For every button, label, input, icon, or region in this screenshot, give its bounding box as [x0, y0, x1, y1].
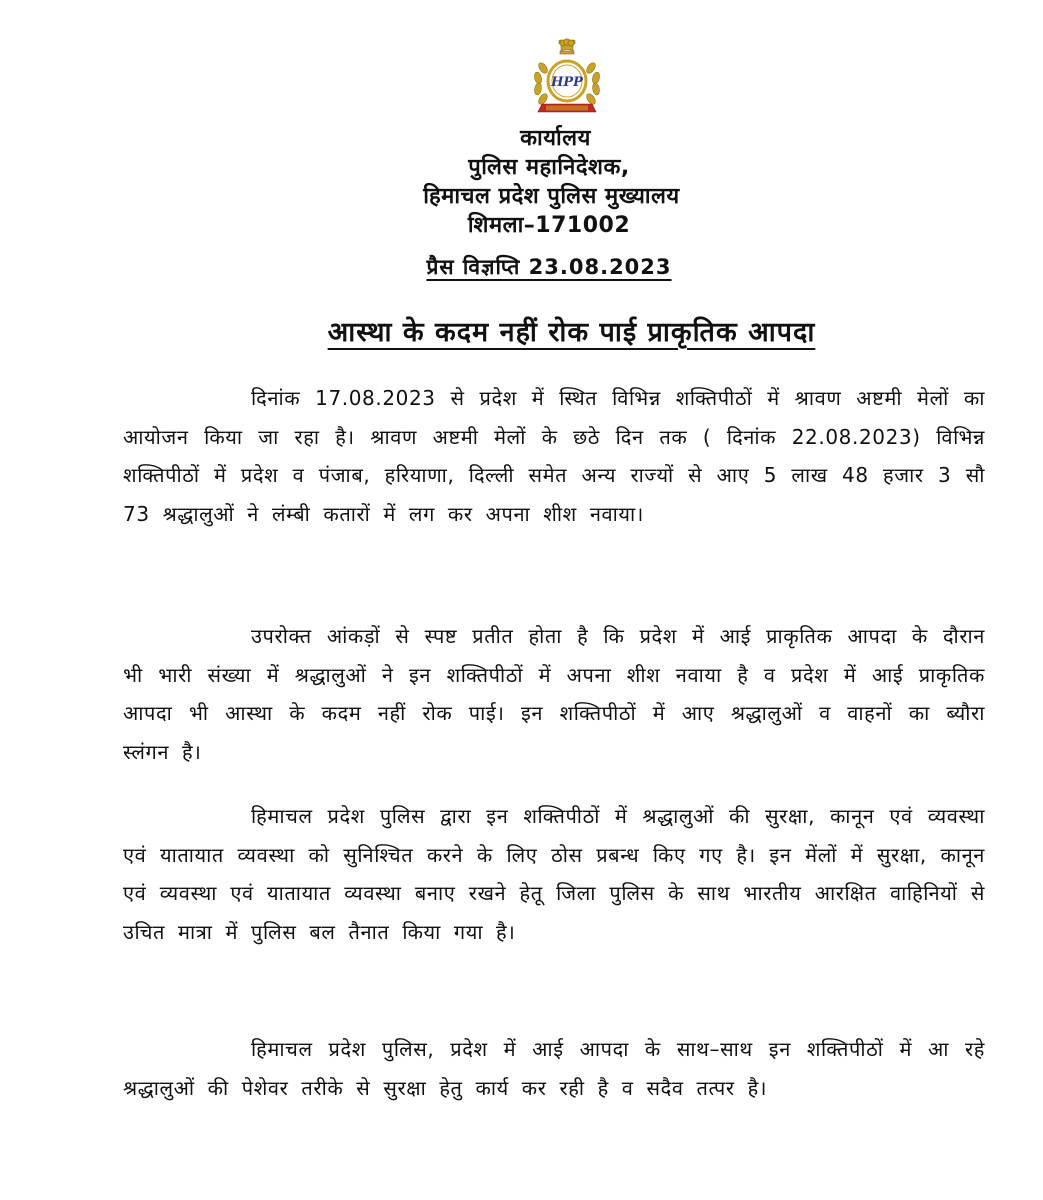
office-address: [0, 124, 1043, 240]
headline-text: आस्था के कदम नहीं रोक पाई प्राकृतिक आपदा: [327, 317, 816, 348]
police-emblem-icon: [522, 38, 612, 120]
address-line-city: शिमला–171002: [467, 213, 631, 238]
headline: [0, 312, 1043, 349]
paragraph-2: उपरोक्त आंकड़ों से स्पष्ट प्रतीत होता है कि प्रदेश में आई प्राकृतिक आपदा के दौरान भी भारी संख्या में श्रद्धालुओं ने इन शक्तिपीठों में अपना शीश नवाया है व प्रदेश में आई प्राकृतिक आपदा भी आस्था के कदम नहीं रोक पाई। इन शक्तिपीठों में आए श्रद्धालुओं व वाहनों का ब्यौरा स्लंगन है।: [123, 624, 985, 764]
svg-text:HPP: HPP: [551, 75, 583, 90]
press-release-title: [0, 253, 1043, 281]
police-emblem-logo: [522, 38, 612, 120]
press-release-date: प्रैस विज्ञप्ति 23.08.2023: [426, 255, 672, 279]
address-line-hq: हिमाचल प्रदेश पुलिस मुख्यालय: [423, 184, 680, 209]
address-line-dgp: पुलिस महानिदेशक,: [468, 155, 630, 180]
paragraph-4: हिमाचल प्रदेश पुलिस, प्रदेश में आई आपदा के साथ–साथ इन शक्तिपीठों में आ रहे श्रद्धालुओं की पेशेवर तरीके से सुरक्षा हेतु कार्य कर रही है व सदैव तत्पर है।: [123, 1037, 985, 1100]
paragraph-3: हिमाचल प्रदेश पुलिस द्वारा इन शक्तिपीठों में श्रद्धालुओं की सुरक्षा, कानून एवं व्यवस्था एवं यातायात व्यवस्था को सुनिश्चित करने के लिए ठोस प्रबन्ध किए गए है। इन मेंलों में सुरक्षा, कानून एवं व्यवस्था एवं यातायात व्यवस्था बनाए रखने हेतू जिला पुलिस के साथ भारतीय आरक्षित वाहिनियों से उचित मात्रा में पुलिस बल तैनात किया गया है।: [123, 804, 985, 944]
address-line-office: कार्यालय: [520, 126, 591, 151]
paragraph-1: दिनांक 17.08.2023 से प्रदेश में स्थित विभिन्न शक्तिपीठों में श्रावण अष्टमी मेलों का आयोजन किया जा रहा है। श्रावण अष्टमी मेलों के छठे दिन तक ( दिनांक 22.08.2023) विभिन्न शक्तिपीठों में प्रदेश व पंजाब, हरियाणा, दिल्ली समेत अन्य राज्यों से आए 5 लाख 48 हजार 3 सौ 73 श्रद्धालुओं ने लंम्बी कतारों में लग कर अपना शीश नवाया।: [123, 386, 985, 526]
